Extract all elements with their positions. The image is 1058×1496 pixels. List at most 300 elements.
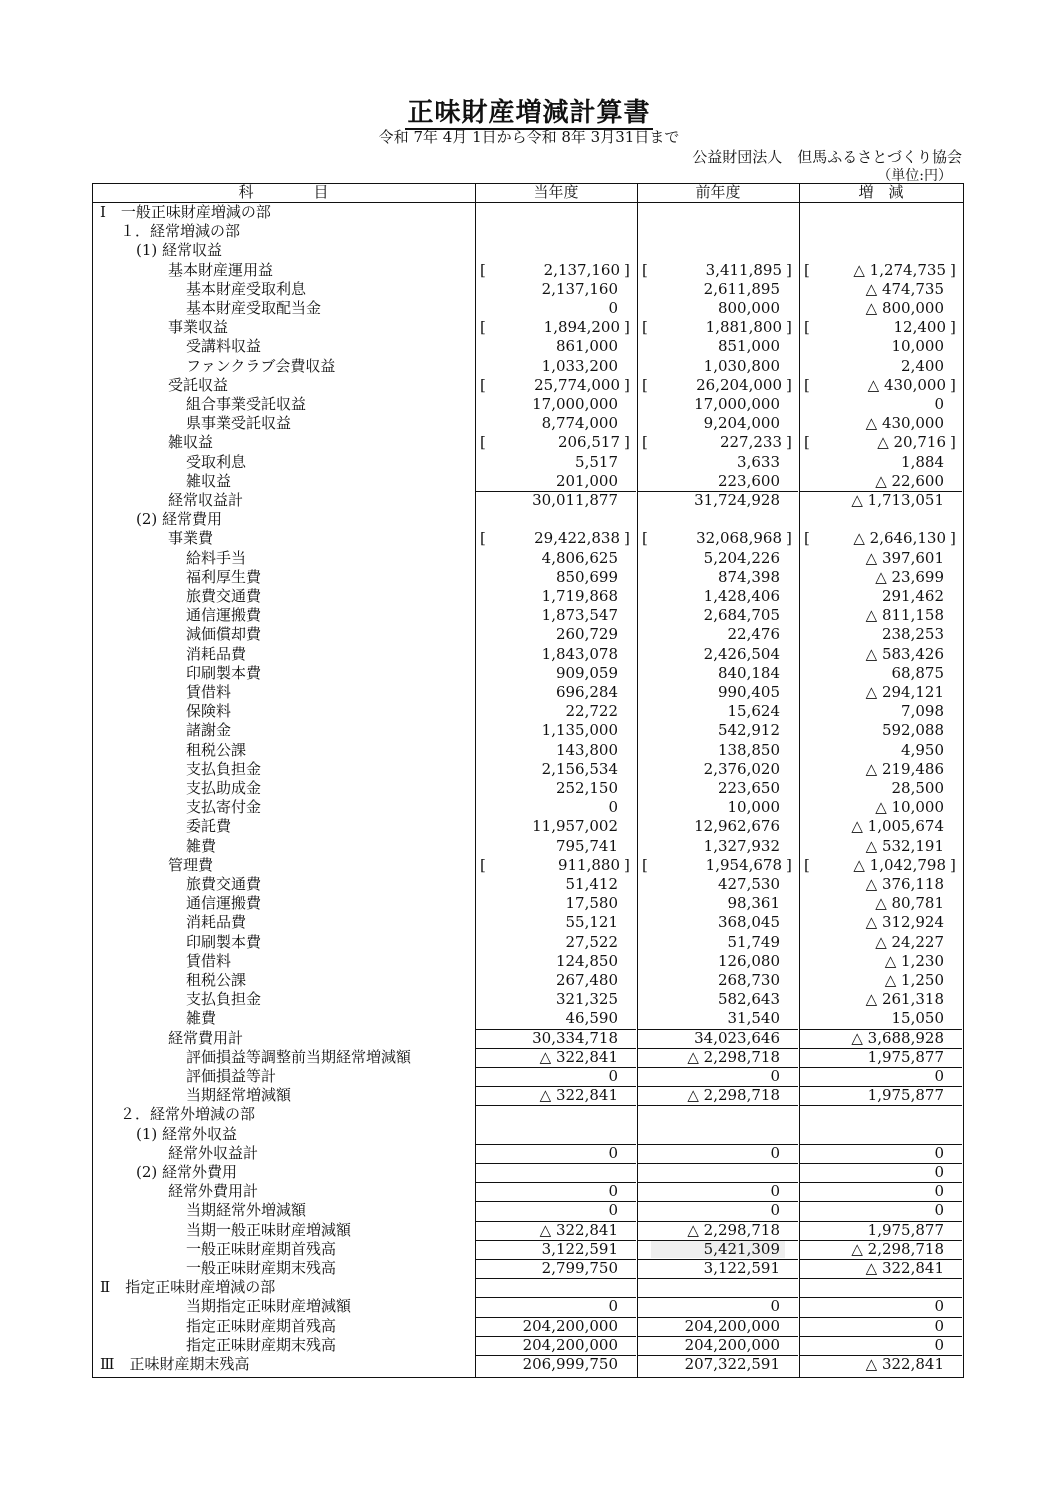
cell-change: 1,975,877 <box>867 1086 944 1105</box>
cell-current: 321,325 <box>555 990 618 1009</box>
cell-current: 124,850 <box>555 951 618 970</box>
cell-current: 51,412 <box>565 875 618 893</box>
table-row <box>92 990 964 1009</box>
table-row <box>92 1086 964 1105</box>
row-label: 委託費 <box>186 817 232 836</box>
cell-current: 143,800 <box>555 740 618 759</box>
row-label: 雑費 <box>186 836 217 855</box>
table-row <box>92 529 964 548</box>
row-label: 当期一般正味財産増減額 <box>186 1220 352 1239</box>
table-row <box>92 817 964 836</box>
cell-change: △ 10,000 <box>875 798 944 817</box>
row-label: 雑費 <box>186 1009 217 1028</box>
row-label: (1) 経常外収益 <box>136 1124 238 1143</box>
bracket-open: [ <box>804 375 810 394</box>
row-label: 旅費交通費 <box>186 587 262 605</box>
table-row <box>92 280 964 299</box>
table-row <box>92 1240 964 1259</box>
cell-previous: 223,600 <box>717 471 780 490</box>
cell-previous: 268,730 <box>717 971 780 989</box>
table-row <box>92 472 964 491</box>
cell-previous: 22,476 <box>727 625 780 644</box>
cell-previous: 2,684,705 <box>703 606 780 625</box>
row-label: (2) 経常費用 <box>136 510 223 529</box>
table-row <box>92 453 964 472</box>
bracket-close: ] <box>624 855 630 874</box>
row-label: 賃借料 <box>186 951 232 970</box>
row-label: 印刷製本費 <box>186 932 262 951</box>
row-label: 経常収益計 <box>168 491 244 509</box>
cell-previous: 851,000 <box>717 337 780 356</box>
cell-change: 238,253 <box>881 625 944 644</box>
cell-previous: 0 <box>770 1297 780 1316</box>
cell-current: 46,590 <box>565 1009 618 1028</box>
table-row <box>92 760 964 779</box>
cell-change: 7,098 <box>901 702 944 721</box>
table-row <box>92 433 964 452</box>
row-label: 管理費 <box>168 855 214 874</box>
bracket-open: [ <box>480 855 486 874</box>
bracket-close: ] <box>950 855 956 874</box>
table-row <box>92 798 964 817</box>
bracket-open: [ <box>642 260 648 279</box>
cell-previous: 51,749 <box>727 932 780 951</box>
bracket-close: ] <box>786 375 792 394</box>
cell-change: △ 1,713,051 <box>851 491 944 509</box>
cell-previous: 427,530 <box>717 875 780 893</box>
cell-change: △ 376,118 <box>865 875 944 893</box>
cell-change: △ 312,924 <box>865 913 944 932</box>
table-row <box>92 1029 964 1048</box>
cell-change: △ 1,250 <box>884 971 944 989</box>
bracket-close: ] <box>786 529 792 548</box>
cell-current: 252,150 <box>555 779 618 797</box>
cell-change: △ 2,646,130 <box>853 529 946 548</box>
cell-current: 8,774,000 <box>541 414 618 433</box>
table-row <box>92 894 964 913</box>
table-row <box>92 1221 964 1240</box>
cell-current: 22,722 <box>565 702 618 721</box>
cell-change: 10,000 <box>891 337 944 356</box>
cell-rule <box>638 1278 798 1279</box>
table-row <box>92 203 964 222</box>
cell-change: 1,975,877 <box>867 1047 944 1066</box>
cell-current: 795,741 <box>555 836 618 855</box>
cell-change: 1,975,877 <box>867 1220 944 1239</box>
table-row <box>92 741 964 760</box>
cell-current: 1,894,200 <box>543 318 620 337</box>
cell-previous: 840,184 <box>717 663 780 682</box>
cell-current: 909,059 <box>555 663 618 682</box>
cell-change: 0 <box>934 1143 944 1162</box>
cell-previous: 26,204,000 <box>696 375 782 394</box>
row-label: 基本財産受取配当金 <box>186 299 322 317</box>
bracket-close: ] <box>624 375 630 394</box>
cell-current: 4,806,625 <box>541 548 618 567</box>
bracket-close: ] <box>950 433 956 452</box>
row-label: (2) 経常外費用 <box>136 1163 238 1181</box>
table-row <box>92 702 964 721</box>
table-row <box>92 357 964 376</box>
row-label: 受講料収益 <box>186 337 262 356</box>
row-label: 当期指定正味財産増減額 <box>186 1297 352 1316</box>
cell-change: △ 474,735 <box>865 279 944 298</box>
row-label: ファンクラブ会費収益 <box>186 356 336 375</box>
cell-current: 0 <box>608 1201 618 1220</box>
document-title <box>0 92 1058 129</box>
cell-current: 206,999,750 <box>522 1355 618 1373</box>
table-row <box>92 1009 964 1028</box>
cell-previous: 368,045 <box>717 913 780 932</box>
cell-current: 0 <box>608 798 618 817</box>
row-label: Ⅱ 指定正味財産増減の部 <box>100 1278 276 1297</box>
row-label: 支払助成金 <box>186 779 262 797</box>
cell-previous: 98,361 <box>727 894 780 913</box>
cell-previous: 2,376,020 <box>703 759 780 778</box>
row-label: 旅費交通費 <box>186 875 262 893</box>
cell-current: 0 <box>608 1297 618 1316</box>
cell-change: △ 430,000 <box>865 414 944 433</box>
cell-current: 5,517 <box>575 452 618 471</box>
cell-current: 861,000 <box>555 337 618 356</box>
cell-rule <box>638 1105 798 1106</box>
table-row <box>92 1336 964 1355</box>
table-row <box>92 952 964 971</box>
cell-current: 3,122,591 <box>541 1239 618 1258</box>
cell-current: 1,873,547 <box>541 606 618 625</box>
cell-previous: 3,122,591 <box>703 1259 780 1277</box>
row-label: 評価損益等調整前当期経常増減額 <box>186 1047 412 1066</box>
bracket-open: [ <box>642 433 648 452</box>
cell-current: 30,334,718 <box>532 1028 618 1047</box>
table-row <box>92 395 964 414</box>
unit-label: （単位:円） <box>877 168 952 184</box>
table-row <box>92 376 964 395</box>
row-label: 支払負担金 <box>186 990 262 1009</box>
cell-change: △ 261,318 <box>865 990 944 1009</box>
bracket-open: [ <box>804 855 810 874</box>
cell-previous: 0 <box>770 1182 780 1201</box>
cell-rule <box>476 1105 636 1106</box>
table-row <box>92 318 964 337</box>
table-row <box>92 510 964 529</box>
cell-change: △ 24,227 <box>875 932 944 951</box>
row-label: 一般正味財産期末残高 <box>186 1259 337 1277</box>
bracket-close: ] <box>624 318 630 337</box>
cell-previous: 1,881,800 <box>705 318 782 337</box>
cell-previous: 32,068,968 <box>696 529 782 548</box>
table-row <box>92 1355 964 1374</box>
row-label: (1) 経常収益 <box>136 241 223 260</box>
row-label: 減価償却費 <box>186 625 262 644</box>
cell-current: △ 322,841 <box>539 1220 618 1239</box>
table-row <box>92 1182 964 1201</box>
cell-change: 0 <box>934 1067 944 1085</box>
bracket-close: ] <box>786 260 792 279</box>
cell-change: 0 <box>934 395 944 413</box>
row-label: 指定正味財産期末残高 <box>186 1335 337 1354</box>
bracket-open: [ <box>804 318 810 337</box>
cell-change: 12,400 <box>893 318 946 337</box>
cell-current: 0 <box>608 1067 618 1085</box>
row-label: 消耗品費 <box>186 644 247 663</box>
cell-previous: 31,724,928 <box>694 491 780 509</box>
cell-current: 30,011,877 <box>532 491 618 509</box>
cell-previous: 1,030,800 <box>703 356 780 375</box>
cell-current: 1,843,078 <box>541 644 618 663</box>
document-title-text: 正味財産増減計算書 <box>407 98 651 128</box>
table-row <box>92 337 964 356</box>
cell-previous: 0 <box>770 1067 780 1085</box>
table-row <box>92 933 964 952</box>
row-label: 雑収益 <box>168 433 214 452</box>
cell-previous: 223,650 <box>717 779 780 797</box>
cell-current: 201,000 <box>555 471 618 490</box>
cell-change: 291,462 <box>881 587 944 605</box>
cell-previous: 17,000,000 <box>694 395 780 413</box>
cell-change: △ 1,274,735 <box>853 260 946 279</box>
cell-current: 1,719,868 <box>541 587 618 605</box>
cell-current: 911,880 <box>557 855 620 874</box>
table-row <box>92 1317 964 1336</box>
cell-previous: 3,633 <box>737 452 780 471</box>
row-label: 租税公課 <box>186 971 247 989</box>
row-label: 印刷製本費 <box>186 663 262 682</box>
row-label: 事業費 <box>168 529 214 548</box>
cell-current: 17,000,000 <box>532 395 618 413</box>
cell-current: 260,729 <box>555 625 618 644</box>
bracket-open: [ <box>480 318 486 337</box>
cell-change: △ 3,688,928 <box>851 1028 944 1047</box>
cell-current: 25,774,000 <box>534 375 620 394</box>
organization-name: 公益財団法人 但馬ふるさとづくり協会 <box>692 148 962 166</box>
cell-previous: 800,000 <box>717 299 780 317</box>
cell-current: 1,135,000 <box>541 721 618 740</box>
row-label: 雑収益 <box>186 471 232 490</box>
cell-rule <box>476 1278 636 1279</box>
cell-change: △ 430,000 <box>867 375 946 394</box>
row-label: 指定正味財産期首残高 <box>186 1316 337 1335</box>
cell-change: 0 <box>934 1182 944 1201</box>
table-row <box>92 1144 964 1163</box>
cell-change: 28,500 <box>891 779 944 797</box>
cell-previous: 227,233 <box>719 433 782 452</box>
cell-change: △ 1,230 <box>884 951 944 970</box>
cell-previous: 5,204,226 <box>703 548 780 567</box>
row-label: 県事業受託収益 <box>186 414 292 433</box>
cell-current: 27,522 <box>565 932 618 951</box>
cell-previous: △ 2,298,718 <box>687 1047 780 1066</box>
bracket-close: ] <box>624 260 630 279</box>
bracket-close: ] <box>950 529 956 548</box>
bracket-close: ] <box>950 375 956 394</box>
table-row <box>92 1067 964 1086</box>
row-label: １．経常増減の部 <box>120 222 241 241</box>
table-row <box>92 837 964 856</box>
cell-previous: 2,611,895 <box>703 279 780 298</box>
table-row <box>92 856 964 875</box>
cell-previous: 204,200,000 <box>684 1335 780 1354</box>
cell-change: 2,400 <box>901 356 944 375</box>
cell-previous: 10,000 <box>727 798 780 817</box>
header-item: 科 目 <box>238 183 329 201</box>
table-row <box>92 913 964 932</box>
cell-rule <box>638 1163 798 1164</box>
cell-previous: 0 <box>770 1143 780 1162</box>
table-row <box>92 414 964 433</box>
cell-previous: 0 <box>770 1201 780 1220</box>
cell-current: △ 322,841 <box>539 1086 618 1105</box>
cell-current: 0 <box>608 299 618 317</box>
cell-change: 0 <box>934 1163 944 1181</box>
cell-change: △ 1,042,798 <box>853 855 946 874</box>
table-row <box>92 1105 964 1124</box>
cell-previous: △ 2,298,718 <box>687 1086 780 1105</box>
cell-previous: 207,322,591 <box>684 1355 780 1373</box>
table-row <box>92 299 964 318</box>
bracket-open: [ <box>480 529 486 548</box>
cell-change: △ 20,716 <box>877 433 946 452</box>
cell-change: △ 322,841 <box>865 1259 944 1277</box>
bracket-open: [ <box>642 529 648 548</box>
row-label: ２．経常外増減の部 <box>120 1105 256 1124</box>
cell-previous: 990,405 <box>717 683 780 701</box>
row-label: 諸謝金 <box>186 721 232 740</box>
row-label: 給料手当 <box>186 548 247 567</box>
bracket-open: [ <box>642 855 648 874</box>
bracket-close: ] <box>950 260 956 279</box>
cell-previous: 9,204,000 <box>703 414 780 433</box>
cell-change: △ 219,486 <box>865 759 944 778</box>
cell-previous: 3,411,895 <box>705 260 782 279</box>
table-row <box>92 568 964 587</box>
bracket-close: ] <box>624 529 630 548</box>
table-row <box>92 241 964 260</box>
cell-current: 11,957,002 <box>532 817 618 836</box>
cell-current: 17,580 <box>565 894 618 913</box>
bracket-open: [ <box>480 375 486 394</box>
row-label: 保険料 <box>186 702 232 721</box>
row-label: 評価損益等計 <box>186 1067 277 1085</box>
bracket-open: [ <box>480 433 486 452</box>
row-label: 消耗品費 <box>186 913 247 932</box>
cell-previous: 542,912 <box>717 721 780 740</box>
row-label: 支払寄付金 <box>186 798 262 817</box>
header-previous-year: 前年度 <box>695 183 741 201</box>
cell-current: 2,137,160 <box>543 260 620 279</box>
bracket-close: ] <box>624 433 630 452</box>
cell-change: △ 2,298,718 <box>851 1239 944 1258</box>
table-row <box>92 261 964 280</box>
cell-current: 2,156,534 <box>541 759 618 778</box>
bracket-open: [ <box>642 318 648 337</box>
bracket-open: [ <box>804 529 810 548</box>
cell-previous: 1,327,932 <box>703 836 780 855</box>
table-row <box>92 683 964 702</box>
table-row <box>92 1048 964 1067</box>
bracket-open: [ <box>642 375 648 394</box>
cell-previous: 874,398 <box>717 567 780 586</box>
header-current-year: 当年度 <box>533 183 579 201</box>
row-label: Ⅲ 正味財産期末残高 <box>100 1355 250 1373</box>
cell-previous: 204,200,000 <box>684 1316 780 1335</box>
cell-current: 204,200,000 <box>522 1335 618 1354</box>
row-label: 通信運搬費 <box>186 606 262 625</box>
bracket-open: [ <box>480 260 486 279</box>
cell-change: △ 22,600 <box>875 471 944 490</box>
table-row <box>92 645 964 664</box>
cell-previous: 2,426,504 <box>703 644 780 663</box>
row-label: 基本財産受取利息 <box>186 279 307 298</box>
cell-current: 0 <box>608 1143 618 1162</box>
cell-change: △ 1,005,674 <box>851 817 944 836</box>
cell-previous: 34,023,646 <box>694 1028 780 1047</box>
cell-change: △ 532,191 <box>865 836 944 855</box>
cell-current: 0 <box>608 1182 618 1201</box>
cell-change: 68,875 <box>891 663 944 682</box>
cell-change: △ 294,121 <box>865 683 944 701</box>
row-label: 組合事業受託収益 <box>186 395 307 413</box>
cell-previous: 582,643 <box>717 990 780 1009</box>
cell-current: 850,699 <box>555 567 618 586</box>
table-row <box>92 606 964 625</box>
row-label: 租税公課 <box>186 740 247 759</box>
cell-change: 15,050 <box>891 1009 944 1028</box>
bracket-close: ] <box>950 318 956 337</box>
cell-current: 696,284 <box>555 683 618 701</box>
cell-change: 0 <box>934 1316 944 1335</box>
table-header <box>92 183 964 203</box>
row-label: Ⅰ 一般正味財産増減の部 <box>100 203 271 221</box>
cell-change: 0 <box>934 1297 944 1316</box>
row-label: 経常外費用計 <box>168 1182 259 1201</box>
cell-change: 1,884 <box>901 452 944 471</box>
table-row <box>92 1297 964 1316</box>
row-label: 受取利息 <box>186 452 247 471</box>
cell-previous: 5,421,309 <box>703 1239 780 1258</box>
table-row <box>92 875 964 894</box>
cell-rule <box>476 1163 636 1164</box>
bracket-open: [ <box>804 260 810 279</box>
row-label: 支払負担金 <box>186 759 262 778</box>
cell-rule <box>800 1278 962 1279</box>
row-label: 賃借料 <box>186 683 232 701</box>
row-label: 受託収益 <box>168 375 229 394</box>
table-row <box>92 587 964 606</box>
table-row <box>92 625 964 644</box>
row-label: 一般正味財産期首残高 <box>186 1239 337 1258</box>
cell-previous: 15,624 <box>727 702 780 721</box>
cell-change: 592,088 <box>881 721 944 740</box>
row-label: 当期経常外増減額 <box>186 1201 307 1220</box>
row-label: 福利厚生費 <box>186 567 262 586</box>
row-label: 当期経常増減額 <box>186 1086 292 1105</box>
table-row <box>92 222 964 241</box>
cell-current: 267,480 <box>555 971 618 989</box>
row-label: 通信運搬費 <box>186 894 262 913</box>
cell-previous: 126,080 <box>717 951 780 970</box>
cell-current: 206,517 <box>557 433 620 452</box>
cell-current: 2,137,160 <box>541 279 618 298</box>
table-row <box>92 1125 964 1144</box>
cell-change: △ 811,158 <box>865 606 944 625</box>
table-row <box>92 1278 964 1297</box>
table-row <box>92 971 964 990</box>
bracket-open: [ <box>804 433 810 452</box>
cell-change: 0 <box>934 1201 944 1220</box>
cell-change: △ 800,000 <box>865 299 944 317</box>
report-period: 令和 7年 4月 1日から令和 8年 3月31日まで <box>378 128 680 146</box>
